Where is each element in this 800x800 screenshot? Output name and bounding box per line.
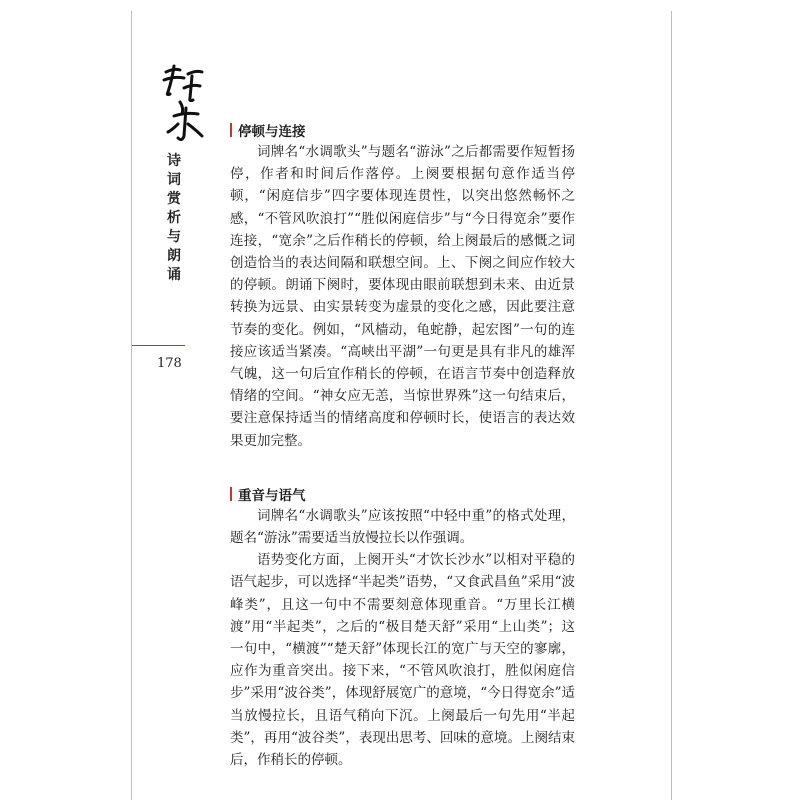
heading-accent-bar	[230, 487, 232, 501]
heading-accent-bar	[230, 123, 232, 137]
section-heading-text: 重音与语气	[238, 487, 306, 504]
book-subtitle	[164, 152, 184, 285]
section-heading-text: 停顿与连接	[238, 124, 306, 140]
section-spacer	[230, 452, 575, 479]
subtitle-char: 诵	[167, 267, 181, 283]
subtitle-char: 词	[167, 172, 181, 188]
subtitle-char: 赏	[167, 191, 181, 207]
margin-divider	[132, 345, 185, 346]
section-heading	[230, 483, 575, 505]
subtitle-char: 诗	[167, 153, 181, 169]
subtitle-char: 析	[167, 210, 181, 226]
body-paragraph: 语势变化方面，上阕开头“才饮长沙水”以相对平稳的语气起步，可以选择“半起类”语势，“又食武昌鱼”采用“波峰类”，且这一句中不需要刻意体现重音。“万里长江横渡”用“半起类”，之后的“极目楚天舒”采用“上山类”；这一句中，“横渡”“楚天舒”体现长江的宽广与天空的寥廓，应作为重音突出。接下来，“不管风吹浪打，胜似闲庭信步”采用“波谷类”，体现舒展宽广的意境，“今日得宽余”适当放慢拉长，且语气稍向下沉。上阕最后一句先用“半起类”，再用“波谷类”，表现出思考、回味的意境。上阕结束后，作稍长的停顿。	[230, 552, 576, 769]
body-paragraph: 词牌名“水调歌头”与题名“游泳”之后都需要作短暂扬停，作者和时间后作落停。上阕要根据句意作适当停顿，“闲庭信步”四字要体现连贯性，以突出悠然畅怀之感，“不管风吹浪打”“胜似闲庭信步”与“今日得宽余”要作连接，“宽余”之后作稍长的停顿，给上阕最后的感慨之词创造恰当的表达间隔和联想空间。上、下阕之间应作较大的停顿。朗诵下阕时，要体现由眼前联想到未来、由近景转换为远景、由实景转变为虚景的变化之感，因此要注意节奏的变化。例如，“风樯动，龟蛇静，起宏图”一句的连接应该适当紧凑。“高峡出平湖”一句更是具有非凡的雄浑气魄，这一句后宜作稍长的停顿，在语言节奏中创造释放情绪的空间。“神女应无恙，当惊世界殊”这一句结束后，要注意保持适当的情绪高度和停顿时长，使语言的表达效果更加完整。	[230, 144, 575, 449]
body-paragraph: 词牌名“水调歌头”应该按照“中轻中重”的格式处理，题名“游泳”需要适当放慢拉长以作强调。	[230, 507, 575, 547]
section-heading	[230, 119, 575, 141]
page-number: 178	[157, 356, 182, 371]
subtitle-char: 朗	[167, 248, 181, 264]
main-content	[230, 115, 575, 771]
calligraphy-title-logo	[160, 58, 208, 150]
subtitle-char: 与	[167, 229, 181, 245]
